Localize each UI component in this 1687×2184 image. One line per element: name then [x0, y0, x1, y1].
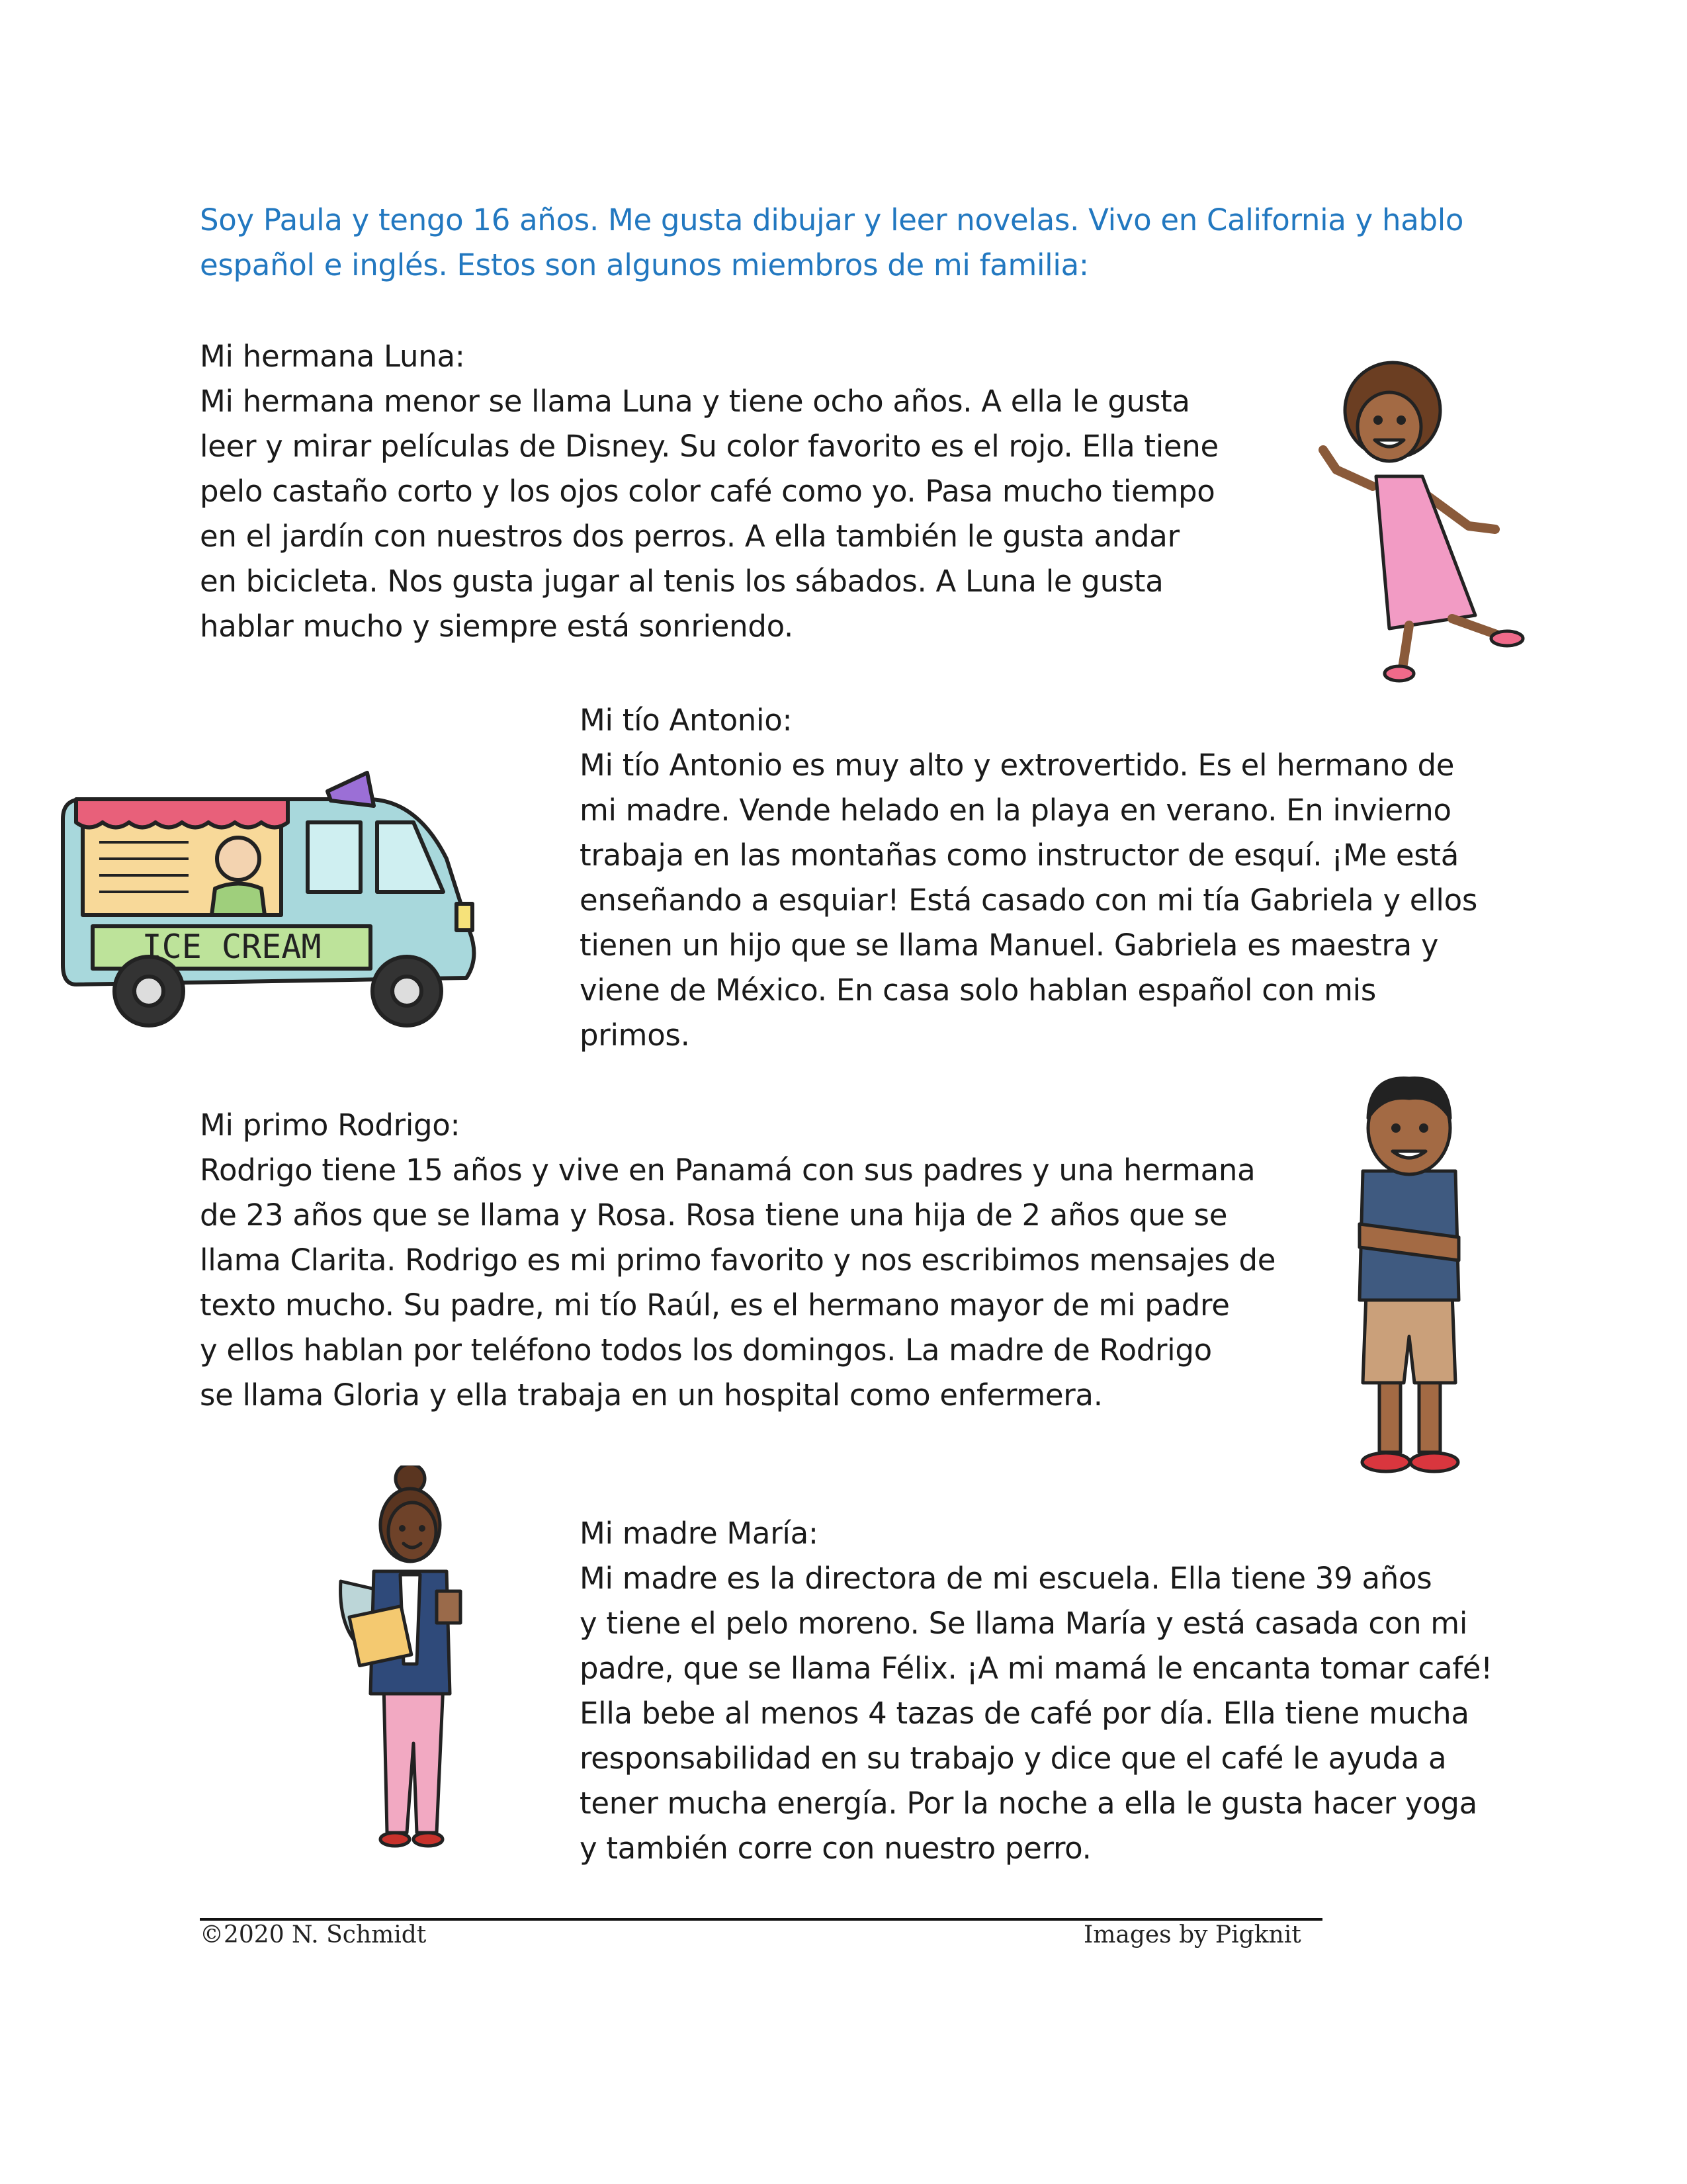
text-line: enseñando a esquiar! Está casado con mi tía Gabriela y ellos: [580, 883, 1477, 918]
text-line: Rodrigo tiene 15 años y vive en Panamá con sus padres y una hermana: [200, 1153, 1256, 1188]
text-line: y ellos hablan por teléfono todos los domingos. La madre de Rodrigo: [200, 1332, 1212, 1368]
intro-paragraph: [200, 198, 1463, 288]
maria-illustration: [334, 1465, 486, 1856]
section-heading: Mi madre María:: [580, 1516, 818, 1551]
rodrigo-illustration: [1336, 1072, 1489, 1482]
text-line: en bicicleta. Nos gusta jugar al tenis los sábados. A Luna le gusta: [200, 564, 1164, 599]
text-line: y también corre con nuestro perro.: [580, 1831, 1092, 1866]
intro-line: Soy Paula y tengo 16 años. Me gusta dibujar y leer novelas. Vivo en California y hablo: [200, 202, 1464, 238]
text-line: pelo castaño corto y los ojos color café como yo. Pasa mucho tiempo: [200, 474, 1215, 509]
text-line: viene de México. En casa solo hablan español con mis: [580, 973, 1377, 1008]
text-line: padre, que se llama Félix. ¡A mi mamá le encanta tomar café!: [580, 1651, 1492, 1686]
section-rodrigo: [200, 1103, 1276, 1418]
text-line: tienen un hijo que se llama Manuel. Gabriela es maestra y: [580, 928, 1439, 963]
text-line: texto mucho. Su padre, mi tío Raúl, es el hermano mayor de mi padre: [200, 1288, 1230, 1323]
footer-copyright: ©2020 N. Schmidt: [200, 1921, 427, 1948]
text-line: llama Clarita. Rodrigo es mi primo favorito y nos escribimos mensajes de: [200, 1243, 1276, 1278]
text-line: responsabilidad en su trabajo y dice que el café le ayuda a: [580, 1741, 1447, 1776]
text-line: leer y mirar películas de Disney. Su color favorito es el rojo. Ella tiene: [200, 429, 1219, 464]
section-heading: Mi primo Rodrigo:: [200, 1108, 460, 1143]
text-line: Mi tío Antonio es muy alto y extrovertido. Es el hermano de: [580, 748, 1455, 783]
intro-line: español e inglés. Estos son algunos miembros de mi familia:: [200, 247, 1089, 283]
text-line: mi madre. Vende helado en la playa en verano. En invierno: [580, 793, 1451, 828]
section-antonio: [580, 698, 1477, 1058]
text-line: trabaja en las montañas como instructor de esquí. ¡Me está: [580, 838, 1459, 873]
text-line: hablar mucho y siempre está sonriendo.: [200, 609, 794, 644]
text-line: Ella bebe al menos 4 tazas de café por día. Ella tiene mucha: [580, 1696, 1469, 1731]
section-heading: Mi hermana Luna:: [200, 339, 465, 374]
truck-sign-text: ICE CREAM: [142, 928, 322, 966]
section-luna: [200, 334, 1219, 649]
text-line: Mi hermana menor se llama Luna y tiene ocho años. A ella le gusta: [200, 384, 1190, 419]
section-maria: [580, 1511, 1492, 1871]
text-line: y tiene el pelo moreno. Se llama María y está casada con mi: [580, 1606, 1468, 1641]
text-line: primos.: [580, 1018, 690, 1053]
text-line: Mi madre es la directora de mi escuela. Ella tiene 39 años: [580, 1561, 1432, 1596]
text-line: de 23 años que se llama y Rosa. Rosa tiene una hija de 2 años que se: [200, 1198, 1228, 1233]
section-heading: Mi tío Antonio:: [580, 703, 793, 738]
text-line: tener mucha energía. Por la noche a ella le gusta hacer yoga: [580, 1786, 1477, 1821]
text-line: en el jardín con nuestros dos perros. A ella también le gusta andar: [200, 519, 1180, 554]
luna-illustration: [1310, 357, 1541, 688]
footer-credit: Images by Pigknit: [1084, 1921, 1301, 1948]
ice-cream-truck-illustration: [56, 760, 526, 1044]
text-line: se llama Gloria y ella trabaja en un hospital como enfermera.: [200, 1377, 1103, 1413]
